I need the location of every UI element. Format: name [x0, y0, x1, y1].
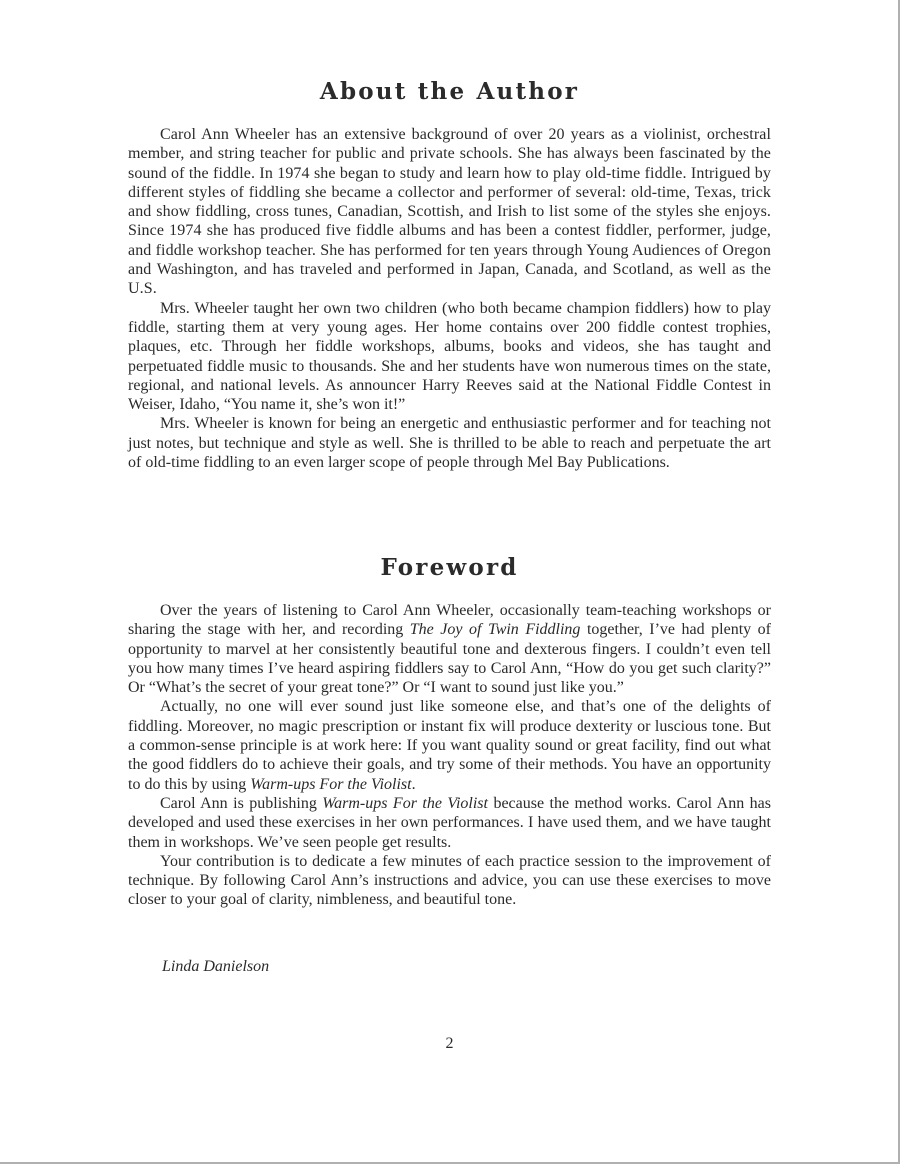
book-title-warmups: Warm-ups For the Violist	[250, 775, 412, 793]
foreword-p1-text-b: together, I’ve had plenty of opportunity to marvel at her consistently beautiful tone and dexterous fingers. I couldn’t even tell you how many times I’ve heard aspiring fiddlers say to Carol Ann, “How do you get such clarity?” Or “What’s the secret of your great tone?” Or “I want to sound just like you.”	[128, 621, 771, 697]
foreword-p3-text-a: Carol Ann is publishing	[160, 794, 323, 812]
book-title-twin-fiddling: The Joy of Twin Fiddling	[409, 621, 581, 639]
foreword-paragraph-4: Your contribution is to dedicate a few minutes of each practice session to the improvement of technique. By following Carol Ann’s instructions and advice, you can use these exercises to move closer to your goal of clarity, nimbleness, and beautiful tone.	[128, 852, 771, 909]
foreword-signature: Linda Danielson	[162, 958, 270, 975]
foreword-p2-text-a: Actually, no one will ever sound just like someone else, and that’s one of the delights of fiddling. Moreover, no magic prescription or instant fix will produce dexterity or luscious tone. But a common-sense principle is at work here: If you want quality sound or great facility, find out what the good fiddlers do to achieve their goals, and try some of their methods. You have an opportunity to do this by using	[128, 698, 771, 793]
foreword-p2-text-b: .	[411, 775, 416, 793]
about-author-section	[128, 125, 771, 472]
about-paragraph-2: Mrs. Wheeler taught her own two children (who both became champion fiddlers) how to play fiddle, starting them at very young ages. Her home contains over 200 fiddle contest trophies, plaques, etc. Through her fiddle workshops, albums, books and videos, she has taught and perpetuated fiddle music to thousands. She and her students have won numerous times on the state, regional, and national levels. As announcer Harry Reeves said at the National Fiddle Contest in Weiser, Idaho, “You name it, she’s won it!”	[128, 299, 771, 414]
about-paragraph-3: Mrs. Wheeler is known for being an energetic and enthusiastic performer and for teaching not just notes, but technique and style as well. She is thrilled to be able to reach and perpetuate the art of old-time fiddling to an even larger scope of people through Mel Bay Publications.	[128, 415, 771, 472]
page-number: 2	[445, 1035, 454, 1052]
foreword-paragraph-2	[128, 697, 771, 793]
foreword-p1-text-a: Over the years of listening to Carol Ann Wheeler, occasionally team-teaching workshops or sharing the stage with her, and recording	[128, 602, 771, 639]
foreword-p3-text-b: because the method works. Carol Ann has developed and used these exercises in her own performances. I have used them, and we have taught them in workshops. We’ve seen people get results.	[128, 794, 772, 851]
about-paragraph-1: Carol Ann Wheeler has an extensive background of over 20 years as a violinist, orchestral member, and string teacher for public and private schools. She has always been fascinated by the sound of the fiddle. In 1974 she began to study and learn how to play old-time fiddle. Intrigued by different styles of fiddling she became a collector and performer of several: old-time, Texas, trick and show fiddling, cross tunes, Canadian, Scottish, and Irish to list some of the styles she enjoys. Since 1974 she has produced five fiddle albums and has been a contest fiddler, performer, judge, and fiddle workshop teacher. She has performed for ten years through Young Audiences of Oregon and Washington, and has traveled and performed in Japan, Canada, and Scotland, as well as the U.S.	[128, 126, 771, 298]
about-author-heading: About the Author	[319, 78, 580, 105]
book-title-warmups: Warm-ups For the Violist	[322, 794, 488, 812]
foreword-paragraph-3	[128, 794, 771, 852]
foreword-heading: Foreword	[380, 554, 519, 581]
foreword-section	[128, 601, 771, 910]
foreword-paragraph-1	[128, 601, 771, 697]
